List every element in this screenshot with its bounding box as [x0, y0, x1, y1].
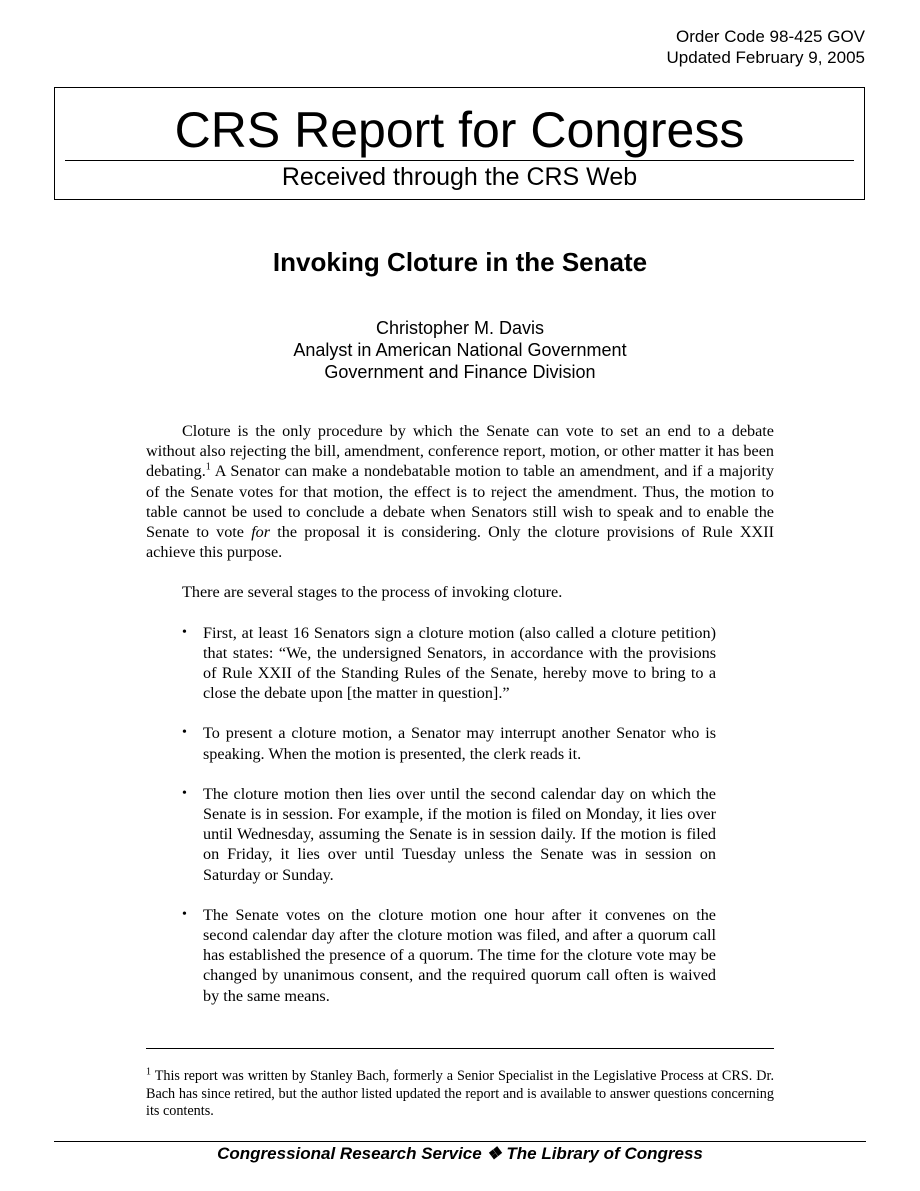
masthead-divider [65, 160, 854, 161]
list-item [182, 905, 716, 1006]
footer-text: Congressional Research Service ❖ The Library of Congress [217, 1144, 703, 1163]
author-block [0, 317, 920, 383]
bullet-icon: • [182, 785, 187, 801]
document-title: Invoking Cloture in the Senate [272, 247, 648, 277]
stages-list [146, 623, 774, 1006]
author-position: Analyst in American National Government [293, 340, 627, 360]
list-item [182, 623, 716, 704]
footnote [146, 1068, 774, 1121]
intro-text-a: Cloture is the only procedure by which the Senate can vote to set an end to a debate without also rejecting the bill, amendment, conference report, motion, or other matter it has been debating. [146, 422, 774, 481]
masthead-box [54, 87, 865, 200]
intro-text-b: A Senator can make a nondebatable motion to table an amendment, and if a majority of the Senate votes for that motion, the effect is to reject the amendment. Thus, the motion to table cannot be used to conclude a debate when Senators still wish to speak and to enable the Senate to vote [146, 462, 774, 542]
masthead-subtitle: Received through the CRS Web [281, 163, 638, 191]
masthead-title: CRS Report for Congress [174, 102, 745, 158]
footnote-divider [146, 1048, 774, 1049]
footnote-text: This report was written by Stanley Bach, formerly a Senior Specialist in the Legislative Process at CRS. Dr. Bach has since retired, but the author listed updated the report and is available to answer questions concerning its contents. [146, 1068, 774, 1119]
bullet-icon: • [182, 906, 187, 922]
list-item [182, 784, 716, 885]
author-division: Government and Finance Division [324, 362, 596, 382]
order-info [667, 26, 865, 68]
footer-divider [54, 1141, 866, 1142]
intro-text-c: the proposal it is considering. Only the cloture provisions of Rule XXII achieve this purpose. [146, 523, 775, 562]
stages-paragraph: There are several stages to the process of invoking cloture. [182, 583, 563, 602]
intro-emphasis: for [251, 523, 271, 542]
bullet-icon: • [182, 624, 187, 640]
list-item-text: The Senate votes on the cloture motion one hour after it convenes on the second calendar day after the cloture motion was filed, and after a quorum call has established the presence of a quorum. The time for the cloture vote may be changed by unanimous consent, and the required quorum call often is waived by the same means. [203, 905, 716, 1005]
list-item-text: To present a cloture motion, a Senator may interrupt another Senator who is speaking. When the motion is presented, the clerk reads it. [203, 724, 716, 763]
intro-paragraph [146, 421, 774, 562]
order-code: Order Code 98-425 GOV [676, 27, 865, 46]
author-name: Christopher M. Davis [375, 318, 545, 338]
list-item-text: The cloture motion then lies over until the second calendar day on which the Senate is in session. For example, if the motion is filed on Monday, it lies over until Wednesday, assuming the Senate is in session daily. If the motion is filed on Friday, it lies over until Tuesday unless the Senate was in session on Saturday or Sunday. [203, 784, 716, 884]
updated-date: Updated February 9, 2005 [666, 48, 865, 67]
footnote-reference: 1 [205, 462, 211, 474]
list-item-text: First, at least 16 Senators sign a cloture motion (also called a cloture petition) that states: “We, the undersigned Senators, in accordance with the provisions of Rule XXII of the Standing Rules of the Senate, hereby move to bring to a close the debate upon [the matter in question].” [203, 623, 716, 703]
bullet-icon: • [182, 725, 187, 741]
report-body [146, 421, 774, 1026]
list-item [182, 723, 716, 763]
footnote-marker: 1 [146, 1066, 151, 1078]
